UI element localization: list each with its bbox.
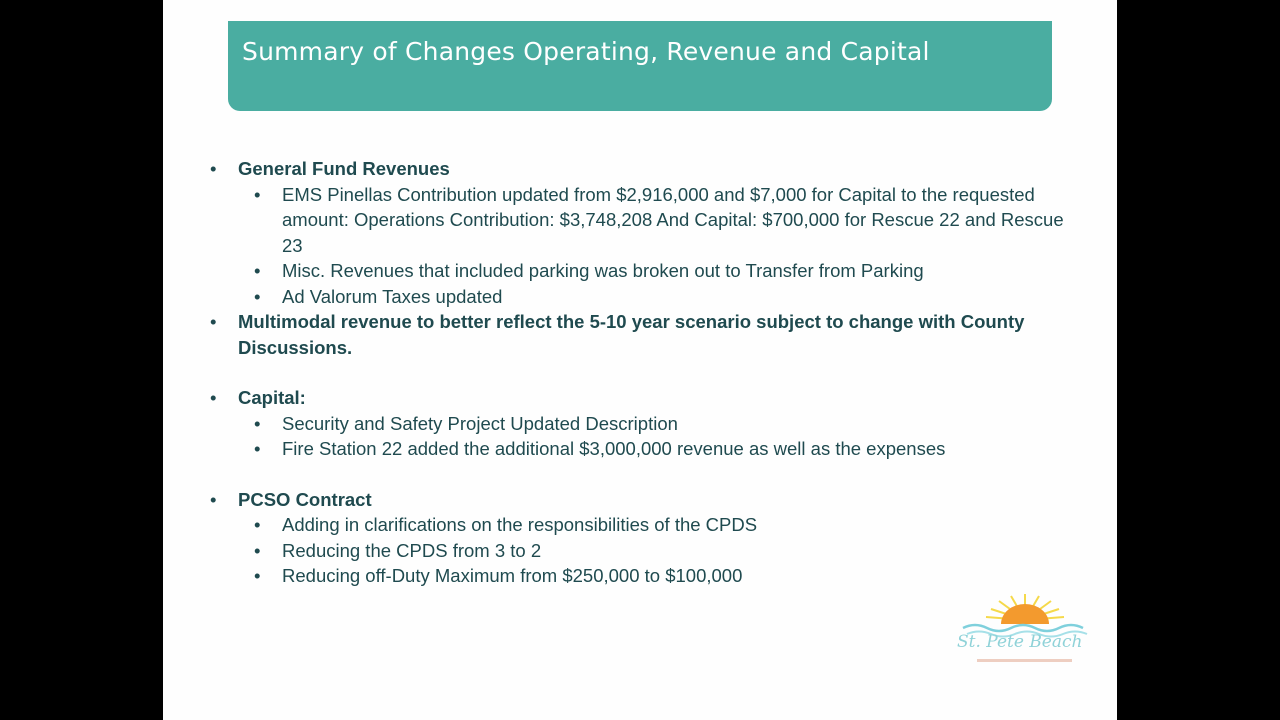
bullet-icon: • [254,565,261,586]
st-pete-beach-logo [953,592,1098,672]
section-heading: General Fund Revenues [238,158,450,179]
list-item [208,563,1068,589]
list-item-text: Reducing off-Duty Maximum from $250,000 to $100,000 [282,565,743,586]
bullet-icon: • [254,285,261,307]
bullet-icon: • [254,412,261,434]
list-item-text: Security and Safety Project Updated Description [282,412,678,434]
bullet-icon: • [210,311,217,332]
list-item-text: Fire Station 22 added the additional $3,000,000 revenue as well as the expenses [282,438,946,459]
bullet-icon: • [254,183,261,205]
section-general-fund-revenues [208,156,1068,182]
list-item-text: Adding in clarifications on the responsibilities of the CPDS [282,514,758,535]
list-item [208,538,1068,564]
section-heading: Multimodal revenue to better reflect the 5-10 year scenario subject to change with County Discussions. [238,311,1025,358]
section-pcso-contract [208,487,1068,513]
section-capital [208,385,1068,411]
bullet-icon: • [210,158,217,179]
list-item-text: EMS Pinellas Contribution updated from $2,916,000 and $7,000 for Capital to the requested amount: Operations Contribution: $3,748,208 And Capital: $700,000 for Rescue 22 and Rescue 23 [282,183,1064,256]
list-item-text: Reducing the CPDS from 3 to 2 [282,539,542,561]
logo-tagline [977,659,1072,662]
list-item-text: Ad Valorum Taxes updated [282,285,503,307]
bullet-icon: • [254,438,261,459]
slide-body [208,156,1068,589]
list-item [208,512,1068,538]
list-item [208,284,1068,310]
bullet-icon: • [210,488,217,510]
spacer [208,360,1068,385]
list-item-text: Misc. Revenues that included parking was broken out to Transfer from Parking [282,260,924,281]
list-item [208,258,1068,284]
list-item [208,436,1068,462]
spacer [208,462,1068,487]
bullet-icon: • [210,387,217,408]
section-heading: Capital: [238,387,306,408]
slide-title: Summary of Changes Operating, Revenue and Capital [242,37,930,66]
logo-wordmark: St. Pete Beach [957,632,1083,652]
section-multimodal-revenue [208,309,1068,360]
bullet-icon: • [254,514,261,535]
title-banner [228,21,1052,111]
section-heading: PCSO Contract [238,488,372,510]
list-item [208,182,1068,259]
bullet-icon: • [254,260,261,281]
list-item [208,411,1068,437]
bullet-icon: • [254,539,261,561]
presentation-slide [163,0,1117,720]
